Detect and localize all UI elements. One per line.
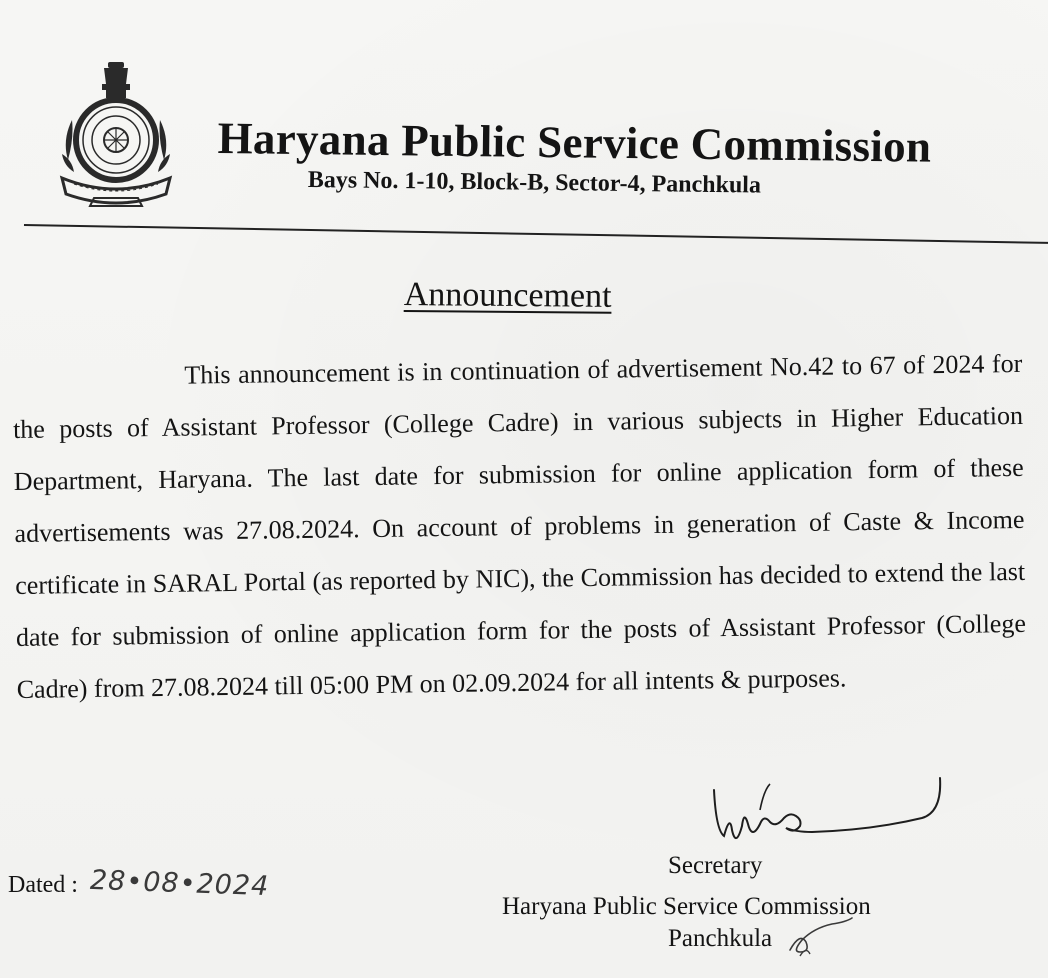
dated-label: Dated : — [8, 872, 78, 898]
signatory-organization: Haryana Public Service Commission — [502, 893, 871, 920]
organization-name: Haryana Public Service Commission — [217, 112, 932, 172]
organization-address: Bays No. 1-10, Block-B, Sector-4, Panchkula — [307, 167, 762, 199]
signatory-city: Panchkula — [668, 925, 773, 952]
handwritten-signature — [700, 750, 950, 850]
handwritten-initial — [786, 916, 856, 960]
announcement-heading: Announcement — [403, 276, 612, 315]
signatory-title: Secretary — [668, 852, 763, 879]
header-divider — [24, 224, 1048, 244]
dated-line — [8, 864, 270, 903]
dated-value: 28•08•2024 — [89, 864, 270, 903]
state-emblem-icon — [58, 60, 174, 220]
announcement-body: This announcement is in continuation of advertisement No.42 to 67 of 2024 for the posts of Assistant Professor (College Cadre) in various subjects in Higher Education Department, Haryana. The last date for submission for online application form of these advertisements was 27.08.2024. On account of problems in generation of Caste & Income certificate in SARAL Portal (as reported by NIC), the Commission has decided to extend the last date for submission of online application form for the posts of Assistant Professor (College Cadre) from 27.08.2024 till 05:00 PM on 02.09.2024 for all intents & purposes. — [12, 348, 1027, 704]
